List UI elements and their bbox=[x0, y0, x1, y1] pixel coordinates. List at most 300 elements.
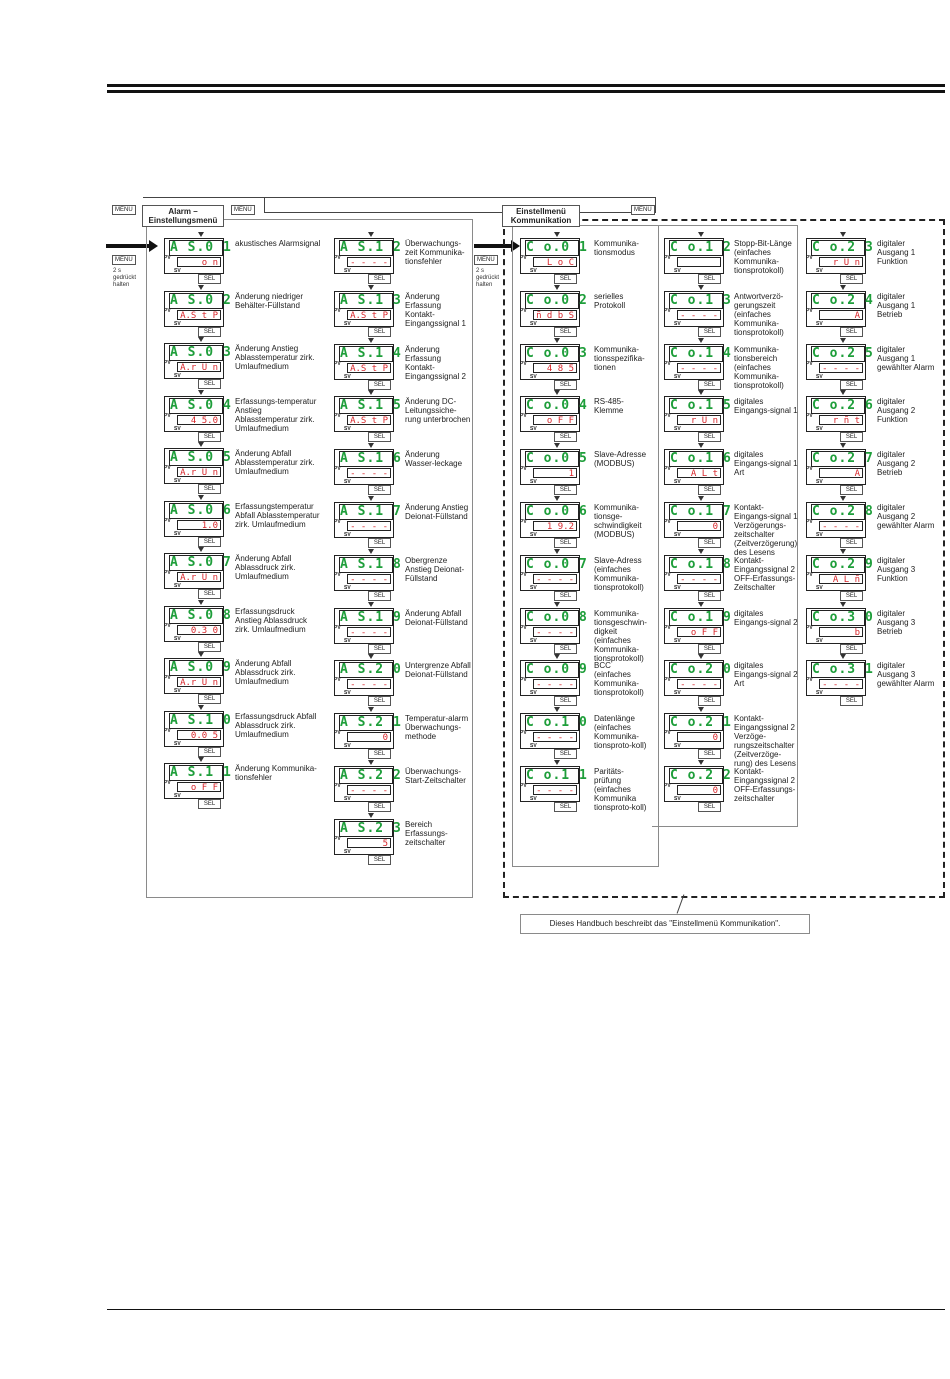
sel-button[interactable]: SEL bbox=[368, 432, 391, 442]
sv-display: A.r U n bbox=[177, 467, 221, 477]
flow-arrow bbox=[840, 285, 846, 290]
controller-unit bbox=[334, 608, 402, 652]
parameter-label: digitaler Ausgang 3 gewählter Alarm bbox=[877, 661, 935, 688]
sv-display: - - - - bbox=[347, 679, 391, 689]
pv-tag: PV bbox=[664, 466, 671, 472]
sv-tag: SV bbox=[816, 532, 823, 538]
sel-button[interactable]: SEL bbox=[554, 696, 577, 706]
sv-tag: SV bbox=[344, 638, 351, 644]
sel-button[interactable]: SEL bbox=[198, 799, 221, 809]
flow-arrow bbox=[554, 390, 560, 395]
sv-tag: SV bbox=[674, 743, 681, 749]
controller-unit bbox=[164, 658, 232, 702]
sv-display: 1 bbox=[533, 468, 577, 478]
sv-tag: SV bbox=[674, 532, 681, 538]
sv-tag: SV bbox=[174, 636, 181, 642]
sel-button[interactable]: SEL bbox=[840, 538, 863, 548]
flow-arrow bbox=[840, 602, 846, 607]
flow-arrow bbox=[198, 547, 204, 552]
sv-tag: SV bbox=[344, 268, 351, 274]
sel-button[interactable]: SEL bbox=[698, 696, 721, 706]
menu-button-comm: MENU bbox=[631, 205, 655, 215]
pv-display: A S.0 6 bbox=[170, 503, 232, 518]
flow-arrow bbox=[554, 232, 560, 237]
sv-display: r ñ t bbox=[819, 415, 863, 425]
pv-tag: PV bbox=[334, 519, 341, 525]
pv-display: A S.0 8 bbox=[170, 608, 232, 623]
parameter-label: digitales Eingangs-signal 1 bbox=[734, 397, 798, 415]
sv-tag: SV bbox=[674, 268, 681, 274]
sel-button[interactable]: SEL bbox=[198, 484, 221, 494]
parameter-label: Erfassungsdruck Abfall Ablassdruck zirk. Umlaufmedium bbox=[235, 712, 317, 739]
sel-button[interactable]: SEL bbox=[840, 644, 863, 654]
sv-tag: SV bbox=[674, 690, 681, 696]
pv-tag: PV bbox=[664, 625, 671, 631]
controller-unit bbox=[520, 238, 588, 282]
sv-display: - - - - bbox=[677, 310, 721, 320]
sv-display: 4 8 5 bbox=[533, 363, 577, 373]
pv-tag: PV bbox=[164, 518, 171, 524]
controller-unit bbox=[806, 344, 874, 388]
sel-button[interactable]: SEL bbox=[554, 327, 577, 337]
sel-button[interactable]: SEL bbox=[554, 538, 577, 548]
pv-tag: PV bbox=[520, 519, 527, 525]
sel-button[interactable]: SEL bbox=[368, 855, 391, 865]
controller-unit bbox=[520, 291, 588, 335]
pv-tag: PV bbox=[334, 730, 341, 736]
pv-tag: PV bbox=[164, 413, 171, 419]
flow-arrow bbox=[698, 232, 704, 237]
parameter-label: Paritäts-prüfung (einfaches Kommunika tionsproto-koll) bbox=[594, 767, 647, 812]
menu-button-hold-left: MENU bbox=[112, 255, 136, 265]
pv-tag: PV bbox=[334, 308, 341, 314]
sel-button[interactable]: SEL bbox=[198, 694, 221, 704]
pv-display: A S.2 1 bbox=[340, 715, 402, 730]
pv-tag: PV bbox=[520, 730, 527, 736]
flow-arrow bbox=[840, 232, 846, 237]
flow-arrow bbox=[368, 390, 374, 395]
flow-arrow bbox=[368, 602, 374, 607]
controller-unit bbox=[334, 502, 402, 546]
sel-button[interactable]: SEL bbox=[368, 485, 391, 495]
sv-tag: SV bbox=[530, 479, 537, 485]
pv-display: A S.1 5 bbox=[340, 398, 402, 413]
pv-display: A S.1 6 bbox=[340, 451, 402, 466]
controller-unit bbox=[520, 449, 588, 493]
sv-display: - - - - bbox=[533, 574, 577, 584]
pv-display: C o.1 8 bbox=[670, 557, 732, 572]
sv-display: o F F bbox=[677, 627, 721, 637]
sel-button[interactable]: SEL bbox=[698, 432, 721, 442]
pv-display: A S.0 2 bbox=[170, 293, 232, 308]
sv-tag: SV bbox=[530, 743, 537, 749]
pv-tag: PV bbox=[520, 466, 527, 472]
sel-button[interactable]: SEL bbox=[198, 537, 221, 547]
controller-unit bbox=[164, 501, 232, 545]
sel-button[interactable]: SEL bbox=[198, 379, 221, 389]
pv-display: A S.0 7 bbox=[170, 555, 232, 570]
parameter-label: Änderung Erfassung Kontakt-Eingangssignal 1 bbox=[405, 292, 466, 328]
flow-arrow bbox=[198, 232, 204, 237]
sel-button[interactable]: SEL bbox=[840, 380, 863, 390]
flow-arrow bbox=[840, 654, 846, 659]
parameter-label: Änderung Abfall Ablassdruck zirk. Umlaufmedium bbox=[235, 554, 296, 581]
sel-button[interactable]: SEL bbox=[368, 591, 391, 601]
return-line-mid bbox=[264, 212, 654, 213]
sel-button[interactable]: SEL bbox=[698, 380, 721, 390]
sel-button[interactable]: SEL bbox=[554, 749, 577, 759]
pv-tag: PV bbox=[520, 783, 527, 789]
sv-display: - - - - bbox=[677, 679, 721, 689]
sv-display: o F F bbox=[177, 782, 221, 792]
pv-tag: PV bbox=[164, 675, 171, 681]
flow-arrow bbox=[840, 338, 846, 343]
pv-display: C o.2 4 bbox=[812, 293, 874, 308]
controller-unit bbox=[334, 291, 402, 335]
sv-display: 0 bbox=[347, 732, 391, 742]
flow-arrow bbox=[368, 654, 374, 659]
parameter-label: digitaler Ausgang 2 gewählter Alarm bbox=[877, 503, 935, 530]
sv-display: A bbox=[819, 468, 863, 478]
parameter-label: Untergrenze Abfall Deionat-Füllstand bbox=[405, 661, 471, 679]
sv-tag: SV bbox=[674, 479, 681, 485]
sel-button[interactable]: SEL bbox=[198, 747, 221, 757]
parameter-label: Überwachungs-zeit Kommunika-tionsfehler bbox=[405, 239, 465, 266]
pv-display: A S.2 2 bbox=[340, 768, 402, 783]
parameter-label: Erfassungstemperatur Abfall Ablasstemperatur zirk. Umlaufmedium bbox=[235, 502, 320, 529]
sel-button[interactable]: SEL bbox=[698, 644, 721, 654]
pv-display: A S.1 3 bbox=[340, 293, 402, 308]
pv-display: A S.1 1 bbox=[170, 765, 232, 780]
pv-display: C o.0 9 bbox=[526, 662, 588, 677]
return-line-right bbox=[655, 197, 656, 213]
pv-tag: PV bbox=[164, 570, 171, 576]
flow-arrow bbox=[198, 285, 204, 290]
sv-display: 4 5.0 bbox=[177, 415, 221, 425]
sel-button[interactable]: SEL bbox=[368, 802, 391, 812]
sel-button[interactable]: SEL bbox=[554, 591, 577, 601]
parameter-label: Änderung Abfall Ablassdruck zirk. Umlaufmedium bbox=[235, 659, 296, 686]
controller-unit bbox=[664, 344, 732, 388]
controller-unit bbox=[334, 819, 402, 863]
header-rule-top bbox=[107, 84, 945, 87]
parameter-label: digitaler Ausgang 2 Betrieb bbox=[877, 450, 916, 477]
sv-display: - - - - bbox=[819, 679, 863, 689]
pv-tag: PV bbox=[334, 625, 341, 631]
controller-unit bbox=[664, 449, 732, 493]
flow-arrow bbox=[698, 654, 704, 659]
sel-button[interactable]: SEL bbox=[368, 538, 391, 548]
controller-unit bbox=[334, 766, 402, 810]
controller-unit bbox=[520, 713, 588, 757]
sv-display: - - - - bbox=[347, 785, 391, 795]
sel-button[interactable]: SEL bbox=[698, 327, 721, 337]
parameter-label: RS-485-Klemme bbox=[594, 397, 624, 415]
flow-arrow bbox=[698, 760, 704, 765]
sv-display: - - - - bbox=[533, 627, 577, 637]
pv-tag: PV bbox=[806, 677, 813, 683]
controller-unit bbox=[334, 238, 402, 282]
sv-display: - - - - bbox=[533, 785, 577, 795]
pv-tag: PV bbox=[664, 677, 671, 683]
pv-display: A S.1 4 bbox=[340, 346, 402, 361]
sel-button[interactable]: SEL bbox=[368, 749, 391, 759]
sv-tag: SV bbox=[674, 796, 681, 802]
pv-tag: PV bbox=[520, 677, 527, 683]
sv-tag: SV bbox=[174, 321, 181, 327]
pv-tag: PV bbox=[164, 360, 171, 366]
sv-tag: SV bbox=[174, 373, 181, 379]
controller-unit bbox=[664, 238, 732, 282]
sv-display: A L ñ bbox=[819, 574, 863, 584]
sel-button[interactable]: SEL bbox=[840, 274, 863, 284]
flow-arrow bbox=[698, 496, 704, 501]
controller-unit bbox=[164, 448, 232, 492]
sv-tag: SV bbox=[816, 638, 823, 644]
sv-display: o F F bbox=[533, 415, 577, 425]
pv-display: C o.0 7 bbox=[526, 557, 588, 572]
sv-display: L o C bbox=[533, 257, 577, 267]
sel-button[interactable]: SEL bbox=[698, 802, 721, 812]
parameter-label: Temperatur-alarm Überwachungs-methode bbox=[405, 714, 469, 741]
sv-tag: SV bbox=[674, 585, 681, 591]
sel-button[interactable]: SEL bbox=[198, 642, 221, 652]
hold-note-mid: 2 s gedrückt halten bbox=[476, 268, 500, 288]
controller-unit bbox=[806, 555, 874, 599]
pv-tag: PV bbox=[334, 361, 341, 367]
pv-display: C o.0 4 bbox=[526, 398, 588, 413]
flow-arrow bbox=[368, 285, 374, 290]
sel-button[interactable]: SEL bbox=[698, 749, 721, 759]
sel-button[interactable]: SEL bbox=[698, 538, 721, 548]
sv-display: 0.0 5 bbox=[177, 730, 221, 740]
sv-display: 0.3 0 bbox=[177, 625, 221, 635]
caption-box: Dieses Handbuch beschreibt das "Einstellmenü Kommunikation". bbox=[520, 914, 810, 934]
sv-display: - - - - bbox=[819, 363, 863, 373]
menu-button-hold-mid: MENU bbox=[474, 255, 498, 265]
pv-display: C o.0 1 bbox=[526, 240, 588, 255]
pv-display: C o.1 5 bbox=[670, 398, 732, 413]
controller-unit bbox=[164, 553, 232, 597]
pv-display: C o.2 1 bbox=[670, 715, 732, 730]
parameter-label: digitaler Ausgang 1 gewählter Alarm bbox=[877, 345, 935, 372]
sv-display: - - - - bbox=[347, 257, 391, 267]
sel-button[interactable]: SEL bbox=[554, 274, 577, 284]
controller-unit bbox=[334, 344, 402, 388]
pv-tag: PV bbox=[806, 625, 813, 631]
pv-tag: PV bbox=[164, 780, 171, 786]
controller-unit bbox=[520, 766, 588, 810]
flow-arrow bbox=[554, 549, 560, 554]
sel-button[interactable]: SEL bbox=[840, 591, 863, 601]
sv-tag: SV bbox=[174, 688, 181, 694]
controller-unit bbox=[520, 502, 588, 546]
sv-display: - - - - bbox=[819, 521, 863, 531]
sv-tag: SV bbox=[174, 793, 181, 799]
controller-unit bbox=[664, 766, 732, 810]
controller-unit bbox=[664, 502, 732, 546]
pv-display: A S.0 5 bbox=[170, 450, 232, 465]
sv-display: 1 9.2 bbox=[533, 521, 577, 531]
flow-arrow bbox=[840, 390, 846, 395]
menu-button-left: MENU bbox=[112, 205, 136, 215]
flow-arrow bbox=[698, 338, 704, 343]
sel-button[interactable]: SEL bbox=[840, 485, 863, 495]
sel-button[interactable]: SEL bbox=[198, 274, 221, 284]
pv-display: C o.1 7 bbox=[670, 504, 732, 519]
pv-display: A S.1 8 bbox=[340, 557, 402, 572]
pv-tag: PV bbox=[334, 413, 341, 419]
sel-button[interactable]: SEL bbox=[554, 802, 577, 812]
controller-unit bbox=[334, 660, 402, 704]
sel-button[interactable]: SEL bbox=[368, 380, 391, 390]
parameter-label: Kommunika-tionsspezifika-tionen bbox=[594, 345, 645, 372]
hold-note-left: 2 s gedrückt halten bbox=[113, 268, 137, 288]
sv-tag: SV bbox=[174, 583, 181, 589]
parameter-label: BCC (einfaches Kommunika-tionsprotokoll) bbox=[594, 661, 644, 697]
sv-tag: SV bbox=[674, 638, 681, 644]
pv-tag: PV bbox=[664, 783, 671, 789]
flow-arrow bbox=[554, 338, 560, 343]
controller-unit bbox=[806, 291, 874, 335]
sel-button[interactable]: SEL bbox=[698, 591, 721, 601]
parameter-label: serielles Protokoll bbox=[594, 292, 626, 310]
sv-tag: SV bbox=[816, 585, 823, 591]
flow-arrow bbox=[554, 654, 560, 659]
flow-arrow bbox=[368, 813, 374, 818]
parameter-label: Änderung niedriger Behälter-Füllstand bbox=[235, 292, 304, 310]
sv-tag: SV bbox=[530, 638, 537, 644]
sv-display: r U n bbox=[677, 415, 721, 425]
sv-display: - - - - bbox=[533, 679, 577, 689]
controller-unit bbox=[664, 608, 732, 652]
parameter-label: digitaler Ausgang 2 Funktion bbox=[877, 397, 916, 424]
sel-button[interactable]: SEL bbox=[698, 485, 721, 495]
sel-button[interactable]: SEL bbox=[198, 327, 221, 337]
sel-button[interactable]: SEL bbox=[198, 589, 221, 599]
pv-display: A S.1 0 bbox=[170, 713, 232, 728]
parameter-label: Slave-Adress (einfaches Kommunika-tionsprotokoll) bbox=[594, 556, 644, 592]
pv-tag: PV bbox=[164, 728, 171, 734]
sv-tag: SV bbox=[674, 374, 681, 380]
sv-tag: SV bbox=[816, 426, 823, 432]
pv-display: C o.1 2 bbox=[670, 240, 732, 255]
sv-display: b bbox=[819, 627, 863, 637]
return-line-left bbox=[264, 197, 265, 213]
sv-tag: SV bbox=[530, 426, 537, 432]
parameter-label: Kommunika-tionsge-schwindigkeit (MODBUS) bbox=[594, 503, 642, 539]
flow-arrow bbox=[368, 549, 374, 554]
sel-button[interactable]: SEL bbox=[554, 432, 577, 442]
sv-display: 5 bbox=[347, 838, 391, 848]
controller-unit bbox=[520, 344, 588, 388]
sv-tag: SV bbox=[816, 268, 823, 274]
parameter-label: Kommunika-tionsbereich (einfaches Kommunika-tionsprotokoll) bbox=[734, 345, 784, 390]
parameter-label: Änderung Anstieg Deionat-Füllstand bbox=[405, 503, 469, 521]
sel-button[interactable]: SEL bbox=[368, 274, 391, 284]
flow-arrow bbox=[368, 443, 374, 448]
parameter-label: Kommunika-tionsmodus bbox=[594, 239, 639, 257]
sel-button[interactable]: SEL bbox=[368, 644, 391, 654]
sel-button[interactable]: SEL bbox=[840, 327, 863, 337]
parameter-label: Änderung Erfassung Kontakt-Eingangssignal 2 bbox=[405, 345, 466, 381]
controller-unit bbox=[664, 660, 732, 704]
parameter-label: digitaler Ausgang 3 Funktion bbox=[877, 556, 916, 583]
sel-button[interactable]: SEL bbox=[368, 327, 391, 337]
sv-display: A L t bbox=[677, 468, 721, 478]
sel-button[interactable]: SEL bbox=[198, 432, 221, 442]
flow-arrow bbox=[368, 496, 374, 501]
sv-display: 1.0 bbox=[177, 520, 221, 530]
sel-button[interactable]: SEL bbox=[554, 644, 577, 654]
sv-tag: SV bbox=[816, 374, 823, 380]
flow-arrow bbox=[198, 495, 204, 500]
flow-arrow bbox=[198, 652, 204, 657]
flow-arrow bbox=[840, 496, 846, 501]
sv-display: A bbox=[819, 310, 863, 320]
flow-arrow bbox=[698, 285, 704, 290]
flow-arrow bbox=[698, 707, 704, 712]
parameter-label: akustisches Alarmsignal bbox=[235, 239, 321, 248]
controller-unit bbox=[806, 396, 874, 440]
sv-display: A.r U n bbox=[177, 572, 221, 582]
pv-tag: PV bbox=[664, 519, 671, 525]
sel-button[interactable]: SEL bbox=[368, 696, 391, 706]
pv-display: C o.2 2 bbox=[670, 768, 732, 783]
flow-arrow bbox=[840, 549, 846, 554]
sel-button[interactable]: SEL bbox=[698, 274, 721, 284]
pv-display: C o.0 3 bbox=[526, 346, 588, 361]
parameter-label: Änderung Abfall Ablasstemperatur zirk. Umlaufmedium bbox=[235, 449, 315, 476]
pv-display: C o.3 1 bbox=[812, 662, 874, 677]
sv-display: A.S t P bbox=[347, 363, 391, 373]
parameter-label: digitales Eingangs-signal 2 Art bbox=[734, 661, 798, 688]
comm-menu-title: Einstellmenü Kommunikation bbox=[502, 205, 580, 227]
pv-display: C o.1 3 bbox=[670, 293, 732, 308]
pv-display: C o.0 8 bbox=[526, 610, 588, 625]
flow-arrow bbox=[198, 337, 204, 342]
sv-display: 0 bbox=[677, 785, 721, 795]
parameter-label: digitaler Ausgang 1 Betrieb bbox=[877, 292, 916, 319]
entry-arrow-alarm bbox=[106, 244, 150, 248]
sv-display: A.r U n bbox=[177, 362, 221, 372]
sv-tag: SV bbox=[344, 321, 351, 327]
pv-display: A S.0 3 bbox=[170, 345, 232, 360]
header-rule-bottom bbox=[107, 90, 945, 93]
flow-arrow bbox=[198, 442, 204, 447]
sv-tag: SV bbox=[816, 690, 823, 696]
controller-unit bbox=[806, 660, 874, 704]
pv-display: C o.2 6 bbox=[812, 398, 874, 413]
pv-tag: PV bbox=[806, 308, 813, 314]
pv-tag: PV bbox=[520, 572, 527, 578]
sv-tag: SV bbox=[816, 321, 823, 327]
sv-display: 0 bbox=[677, 521, 721, 531]
flow-arrow bbox=[554, 707, 560, 712]
parameter-label: Stopp-Bit-Länge (einfaches Kommunika-tionsprotokoll) bbox=[734, 239, 792, 275]
sv-display: - - - - bbox=[347, 468, 391, 478]
controller-unit bbox=[520, 608, 588, 652]
controller-unit bbox=[334, 713, 402, 757]
sv-tag: SV bbox=[344, 849, 351, 855]
flow-arrow bbox=[698, 443, 704, 448]
sel-button[interactable]: SEL bbox=[554, 485, 577, 495]
parameter-label: Änderung Kommunika-tionsfehler bbox=[235, 764, 317, 782]
sel-button[interactable]: SEL bbox=[554, 380, 577, 390]
sel-button[interactable]: SEL bbox=[840, 696, 863, 706]
sel-button[interactable]: SEL bbox=[840, 432, 863, 442]
pv-tag: PV bbox=[164, 255, 171, 261]
